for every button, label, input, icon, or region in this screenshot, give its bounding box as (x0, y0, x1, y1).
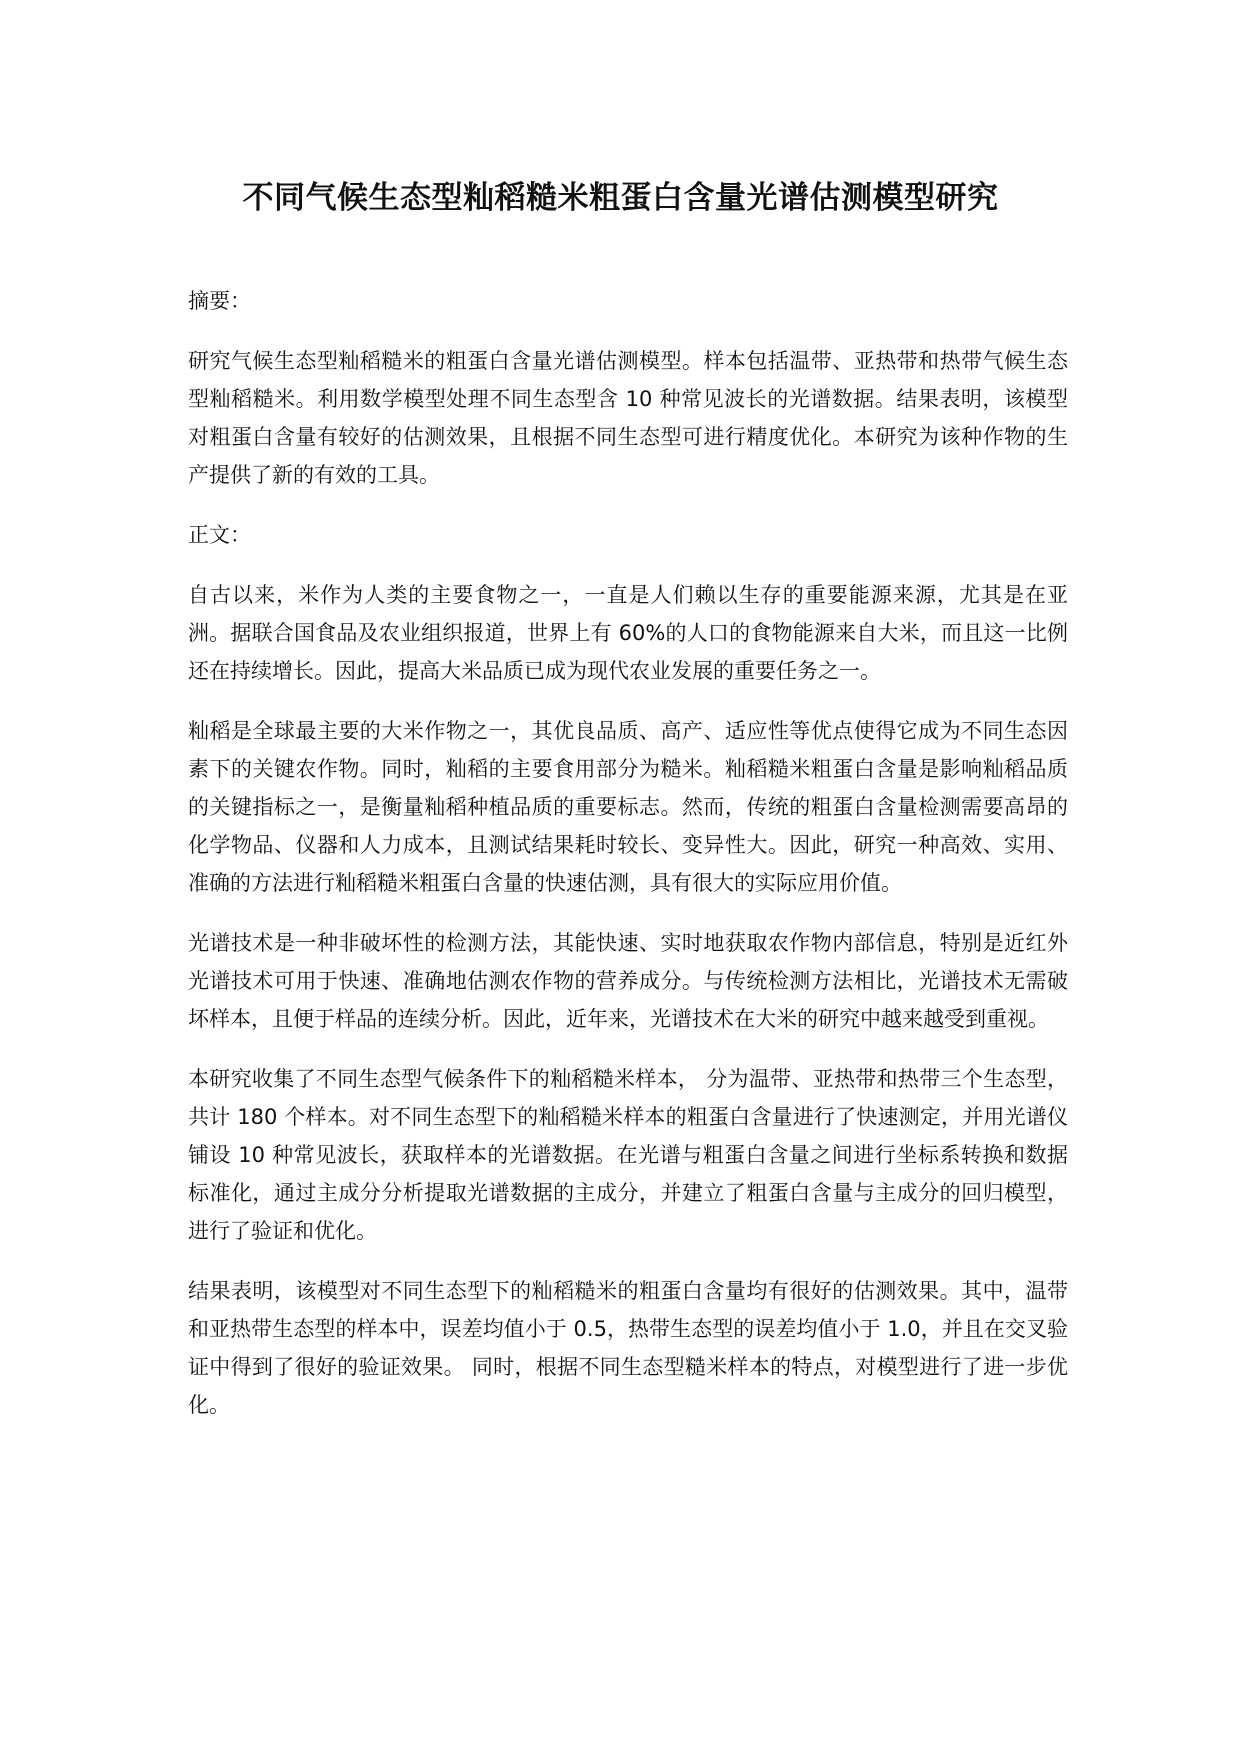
body-paragraph-3: 光谱技术是一种非破坏性的检测方法，其能快速、实时地获取农作物内部信息，特别是近红外光谱技术可用于快速、准确地估测农作物的营养成分。与传统检测方法相比，光谱技术无需破坏样本，且便于样品的连续分析。因此，近年来，光谱技术在大米的研究中越来越受到重视。 (188, 931, 1068, 1031)
body-paragraph-4: 本研究收集了不同生态型气候条件下的籼稻糙米样本， 分为温带、亚热带和热带三个生态型，共计 180 个样本。对不同生态型下的籼稻糙米样本的粗蛋白含量进行了快速测定，并用光谱仪铺设 10 种常见波长，获取样本的光谱数据。在光谱与粗蛋白含量之间进行坐标系转换和数据标准化，通过主成分分析提取光谱数据的主成分，并建立了粗蛋白含量与主成分的回归模型，进行了验证和优化。 (188, 1067, 1068, 1243)
body-paragraph-5: 结果表明，该模型对不同生态型下的籼稻糙米的粗蛋白含量均有很好的估测效果。其中，温带和亚热带生态型的样本中，误差均值小于 0.5，热带生态型的误差均值小于 1.0，并且在交叉验证中得到了很好的验证效果。 同时，根据不同生态型糙米样本的特点，对模型进行了进一步优化。 (188, 1279, 1068, 1417)
abstract-paragraph: 研究气候生态型籼稻糙米的粗蛋白含量光谱估测模型。样本包括温带、亚热带和热带气候生态型籼稻糙米。利用数学模型处理不同生态型含 10 种常见波长的光谱数据。结果表明，该模型对粗蛋白含量有较好的估测效果，且根据不同生态型可进行精度优化。本研究为该种作物的生产提供了新的有效的工具。 (188, 349, 1068, 487)
document-title: 不同气候生态型籼稻糙米粗蛋白含量光谱估测模型研究 (242, 180, 999, 216)
document-body (188, 282, 1068, 1446)
body-paragraph-1: 自古以来，米作为人类的主要食物之一，一直是人们赖以生存的重要能源来源，尤其是在亚洲。据联合国食品及农业组织报道，世界上有 60%的人口的食物能源来自大米，而且这一比例还在持续增长。因此，提高大米品质已成为现代农业发展的重要任务之一。 (188, 583, 1068, 683)
body-label: 正文： (188, 523, 251, 547)
abstract-label: 摘要： (188, 289, 251, 313)
body-paragraph-2: 籼稻是全球最主要的大米作物之一，其优良品质、高产、适应性等优点使得它成为不同生态因素下的关键农作物。同时，籼稻的主要食用部分为糙米。籼稻糙米粗蛋白含量是影响籼稻品质的关键指标之一，是衡量籼稻种植品质的重要标志。然而，传统的粗蛋白含量检测需要高昂的化学物品、仪器和人力成本，且测试结果耗时较长、变异性大。因此，研究一种高效、实用、准确的方法进行籼稻糙米粗蛋白含量的快速估测，具有很大的实际应用价值。 (188, 719, 1068, 895)
